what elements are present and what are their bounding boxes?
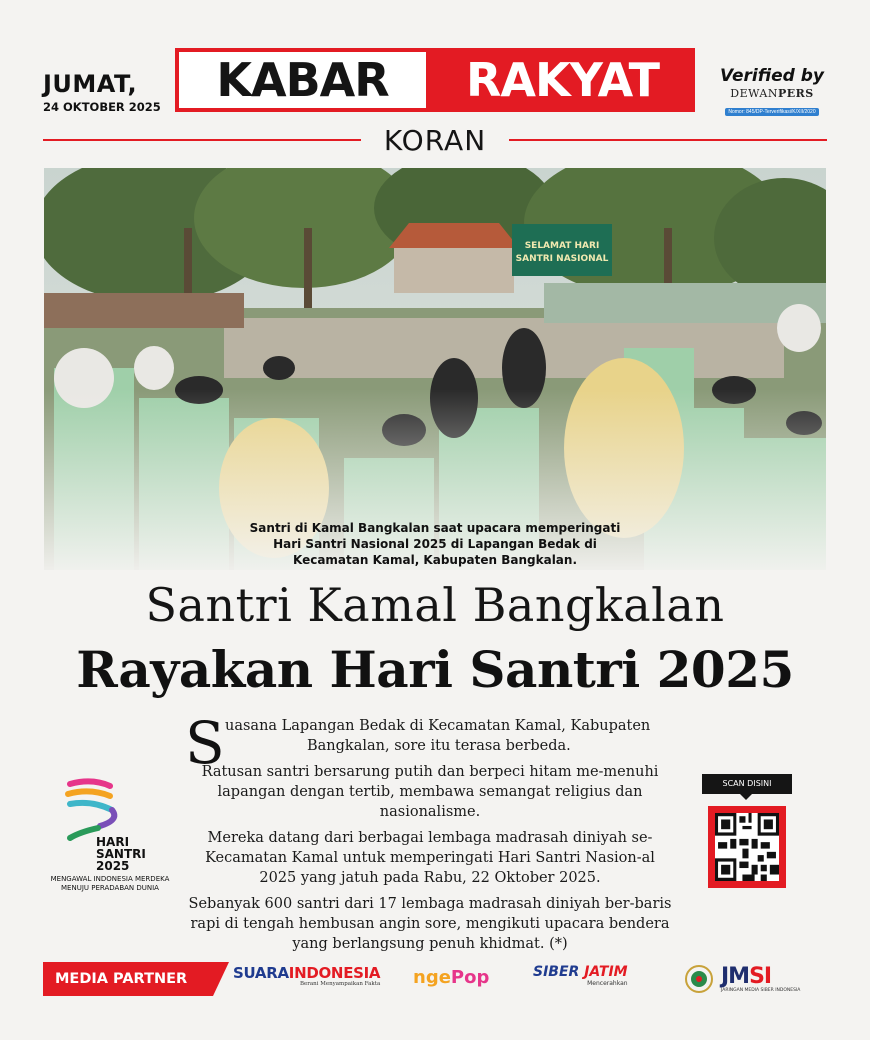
photo-caption (44, 520, 826, 568)
dewan-pers-logo (716, 87, 828, 100)
tagline-1: MENGAWAL INDONESIA MERDEKA (50, 875, 170, 883)
edition-row (43, 124, 827, 158)
qr-code-icon (715, 813, 779, 881)
si-text: SI (749, 963, 772, 989)
verified-badge (716, 66, 828, 118)
scan-label: SCAN DISINI (702, 774, 792, 794)
article-body (185, 709, 675, 960)
jmsi-logo (683, 964, 800, 994)
date-full: 24 OKTOBER 2025 (43, 100, 161, 114)
paragraph-2: Ratusan santri bersarung putih dan berpeci hitam me-menuhi lapangan dengan tertib, membawa semangat religius dan nasionalisme. (201, 764, 659, 820)
paragraph-1b: Bangkalan, sore itu terasa berbeda. (307, 738, 571, 754)
hari-santri-line3: 2025 (96, 859, 130, 873)
suara-indonesia-logo (233, 964, 380, 994)
paragraph-3: Mereka datang dari berbagai lembaga madrasah diniyah se-Kecamatan Kamal untuk memperingati Hari Santri Nasion-al 2025 yang jatuh pada Rabu, 22 Oktober 2025. (205, 830, 655, 886)
pop-text: Pop (450, 967, 490, 988)
siber-text: SIBER (533, 964, 580, 980)
siber-tagline: Mencerahkan (587, 980, 628, 987)
jmsi-seal-icon (683, 964, 715, 994)
dewan-text: DEWAN (730, 87, 778, 100)
drop-cap: S (185, 709, 225, 777)
hari-santri-line2: SANTRI (96, 847, 146, 861)
headline-line1: Santri Kamal Bangkalan (145, 578, 725, 632)
nge-text: nge (413, 967, 451, 988)
media-partner-bar (43, 962, 827, 996)
edition-label: KORAN (383, 124, 487, 157)
first-paragraph (185, 709, 675, 777)
masthead-right-text: RAKYAT (466, 53, 659, 107)
hari-santri-tagline (40, 875, 180, 893)
jatim-text: JATIM (584, 964, 628, 980)
media-partner-label-tail (213, 962, 229, 996)
siber-jatim-logo (533, 964, 628, 994)
scan-arrow-icon (740, 794, 752, 800)
paragraph-4: Sebanyak 600 santri dari 17 lembaga madrasah diniyah ber-baris rapi di tengah hembusan angin sore, mengikuti upacara bendera yang berlangsung penuh khidmat. (*) (188, 896, 672, 952)
masthead-left (175, 48, 430, 112)
verified-label: Verified by (720, 66, 824, 86)
tagline-2: MENUJU PERADABAN DUNIA (61, 884, 159, 892)
ngepop-logo (413, 964, 489, 994)
jmsi-tagline: JARINGAN MEDIA SIBER INDONESIA (721, 987, 801, 993)
ceremony-photo (44, 168, 826, 570)
hari-santri-title (96, 836, 146, 872)
caption-line: Kecamatan Kamal, Kabupaten Bangkalan. (292, 553, 578, 567)
qr-code[interactable] (708, 806, 786, 888)
verification-number: Nomor: 845/DP-Terverifikasi/K/XII/2020 (725, 108, 818, 116)
masthead-left-text: KABAR (216, 53, 389, 107)
suara-tagline: Berani Menyampaikan Fakta (299, 981, 381, 987)
headline-line2: Rayakan Hari Santri 2025 (76, 640, 794, 699)
indonesia-text: INDONESIA (288, 964, 381, 982)
jm-text: JM (721, 963, 750, 989)
caption-line: Hari Santri Nasional 2025 di Lapangan Bedak di (273, 537, 597, 551)
pers-text: PERS (777, 87, 814, 100)
media-partner-label: MEDIA PARTNER (43, 962, 213, 996)
paragraph-1a: uasana Lapangan Bedak di Kecamatan Kamal, Kabupaten (225, 718, 651, 734)
main-photo (44, 168, 826, 570)
date-day: JUMAT, (43, 70, 138, 98)
suara-text: SUARA (233, 964, 289, 982)
hari-santri-line1: HARI (96, 835, 130, 849)
masthead-right (430, 48, 695, 112)
masthead-logo (175, 48, 695, 112)
caption-line: Santri di Kamal Bangkalan saat upacara memperingati (249, 521, 621, 535)
